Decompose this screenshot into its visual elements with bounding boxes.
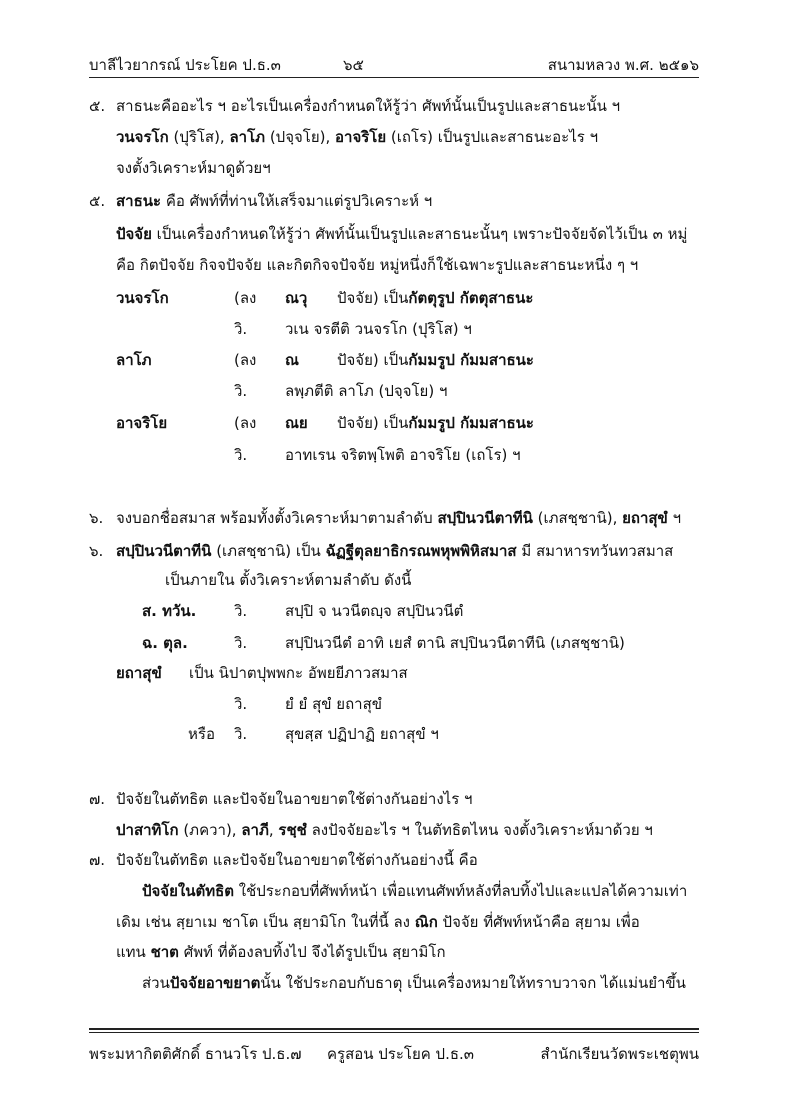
q7-number: ๗.	[89, 790, 106, 808]
a5-row1-analysis: วเน จรตีติ วนจรโก (ปุริโส) ฯ	[285, 320, 472, 338]
footer-rule-thin	[89, 1032, 699, 1033]
a6-r1-key: ส. ทวัน.	[142, 602, 197, 620]
a5-row2-mid: ปัจจัย) เป็น	[337, 351, 409, 369]
a6-or: หรือ	[188, 725, 215, 743]
header-exam: สนามหลวง พ.ศ. ๒๕๑๖	[547, 56, 699, 74]
footer-institution: สำนักเรียนวัดพระเชตุพน	[540, 1045, 699, 1063]
a6-r3-vi: วิ.	[234, 695, 248, 713]
a5-row1-vi: วิ.	[234, 320, 248, 338]
a6-r2-analysis: สปฺปินวนีตํ อาทิ เยสํ ตานิ สปฺปินวนีตาทีนิ (เภสชฺชานิ)	[285, 634, 625, 652]
q5-number: ๕.	[89, 97, 106, 115]
q6-line1: จงบอกชื่อสมาส พร้อมทั้งตั้งวิเคราะห์มาตามลำดับ สปฺปินวนีตาทีนิ (เภสชฺชานิ), ยถาสุขํ ฯ	[116, 509, 682, 527]
a5-row2-result: กัมมรูป กัมมสาธนะ	[408, 351, 534, 369]
a5-row3-lng: (ลง	[234, 414, 257, 432]
a6-line1: สปฺปินวนีตาทีนิ (เภสชฺชานิ) เป็น ฉัฏฐีตุลยาธิกรณพหุพพิหิสมาส มี สมาหารทวันทวสมาส	[116, 542, 674, 560]
a6-line2: เป็นภายใน ตั้งวิเคราะห์ตามลำดับ ดังนี้	[165, 571, 412, 589]
a5-row1-result: กัตตุรูป กัตตุสาธนะ	[408, 289, 534, 307]
a6-r4-analysis: สุขสฺส ปฏิปาฏิ ยถาสุขํ ฯ	[285, 725, 439, 743]
a6-r1-analysis: สปฺปิ จ นวนีตญฺจ สปฺปินวนีตํ	[285, 602, 464, 620]
footer-rule-thick	[89, 1028, 699, 1030]
q7-line2: ปาสาทิโก (ภควา), ลาภี, รชฺชํ ลงปัจจัยอะไร ฯ ในตัทธิตไหน จงตั้งวิเคราะห์มาด้วย ฯ	[116, 821, 653, 839]
footer-role: ครูสอน ประโยค ป.ธ.๓	[327, 1045, 475, 1063]
a5-row3-suffix: ณย	[285, 414, 308, 432]
a7-line4: แทน ชาต ศัพท์ ที่ต้องลบทิ้งไป จึงได้รูปเป็น สฺยามิโก	[116, 943, 446, 961]
q5-line3: จงตั้งวิเคราะห์มาดูด้วยฯ	[116, 159, 271, 177]
a6-r1-vi: วิ.	[234, 602, 248, 620]
q6-number: ๖.	[89, 509, 104, 527]
a5-number: ๕.	[89, 192, 106, 210]
a6-number: ๖.	[89, 542, 104, 560]
a7-line1: ปัจจัยในตัทธิต และปัจจัยในอาขยาตใช้ต่างกันอย่างนี้ คือ	[116, 851, 478, 869]
a5-row2-word: ลาโภ	[116, 351, 152, 369]
a5-row2-suffix: ณ	[285, 351, 299, 369]
a6-r2-key: ฉ. ตุล.	[142, 634, 188, 652]
header-title: บาลีไวยากรณ์ ประโยค ป.ธ.๓	[89, 56, 281, 74]
a6-yathasukha-desc: เป็น นิปาตปุพพกะ อัพยยีภาวสมาส	[189, 664, 408, 682]
a5-row1-lng: (ลง	[234, 289, 257, 307]
a5-row1-word: วนจรโก	[116, 289, 169, 307]
page-header	[89, 51, 699, 78]
a5-row1-suffix: ณวุ	[285, 289, 308, 307]
a5-row3-word: อาจริโย	[116, 414, 168, 432]
a7-line3: เดิม เช่น สฺยาเม ชาโต เป็น สฺยามิโก ในที่นี้ ลง ณิก ปัจจัย ที่ศัพท์หน้าคือ สฺยาม เพื่อ	[116, 913, 640, 931]
a5-line1: สาธนะ คือ ศัพท์ที่ท่านให้เสร็จมาแต่รูปวิเคราะห์ ฯ	[116, 192, 433, 210]
footer-author: พระมหากิตติศักดิ์ ธานวโร ป.ธ.๗	[89, 1045, 302, 1063]
a6-yathasukha: ยถาสุขํ	[116, 664, 162, 682]
a7-line5: ส่วนปัจจัยอาขยาตนั้น ใช้ประกอบกับธาตุ เป็นเครื่องหมายให้ทราบวาจก ได้แม่นยำขึ้น	[142, 974, 686, 992]
a6-r3-analysis: ยํ ยํ สุขํ ยถาสุขํ	[285, 695, 382, 713]
a5-row3-result: กัมมรูป กัมมสาธนะ	[408, 414, 534, 432]
a5-row2-analysis: ลพฺภตีติ ลาโภ (ปจฺจโย) ฯ	[285, 382, 448, 400]
a5-row2-lng: (ลง	[234, 351, 257, 369]
a6-r4-vi: วิ.	[234, 725, 248, 743]
a5-row3-mid: ปัจจัย) เป็น	[337, 414, 409, 432]
a5-row3-analysis: อาทเรน จริตพฺโพติ อาจริโย (เถโร) ฯ	[285, 446, 521, 464]
a5-row3-vi: วิ.	[234, 446, 248, 464]
a7-number: ๗.	[89, 851, 106, 869]
page-footer	[89, 1042, 699, 1066]
page-number: ๖๕	[343, 56, 364, 74]
q7-line1: ปัจจัยในตัทธิต และปัจจัยในอาขยาตใช้ต่างกันอย่างไร ฯ	[116, 790, 473, 808]
q5-line2: วนจรโก (ปุริโส), ลาโภ (ปจฺจโย), อาจริโย (เถโร) เป็นรูปและสาธนะอะไร ฯ	[116, 128, 599, 146]
a5-row1-mid: ปัจจัย) เป็น	[337, 289, 409, 307]
a5-line2: ปัจจัย เป็นเครื่องกำหนดให้รู้ว่า ศัพท์นั้นเป็นรูปและสาธนะนั้นๆ เพราะปัจจัยจัดไว้เป็น ๓ หมู่	[116, 225, 688, 243]
a5-row2-vi: วิ.	[234, 382, 248, 400]
a6-r2-vi: วิ.	[234, 634, 248, 652]
q5-line1: สาธนะคืออะไร ฯ อะไรเป็นเครื่องกำหนดให้รู้ว่า ศัพท์นั้นเป็นรูปและสาธนะนั้น ฯ	[116, 97, 621, 115]
a7-line2: ปัจจัยในตัทธิต ใช้ประกอบที่ศัพท์หน้า เพื่อแทนศัพท์หลังที่ลบทิ้งไปและแปลได้ความเท่า	[142, 882, 688, 900]
a5-line3: คือ กิตปัจจัย กิจจปัจจัย และกิตกิจจปัจจัย หมู่หนึ่งก็ใช้เฉพาะรูปและสาธนะหนึ่ง ๆ ฯ	[116, 256, 639, 274]
